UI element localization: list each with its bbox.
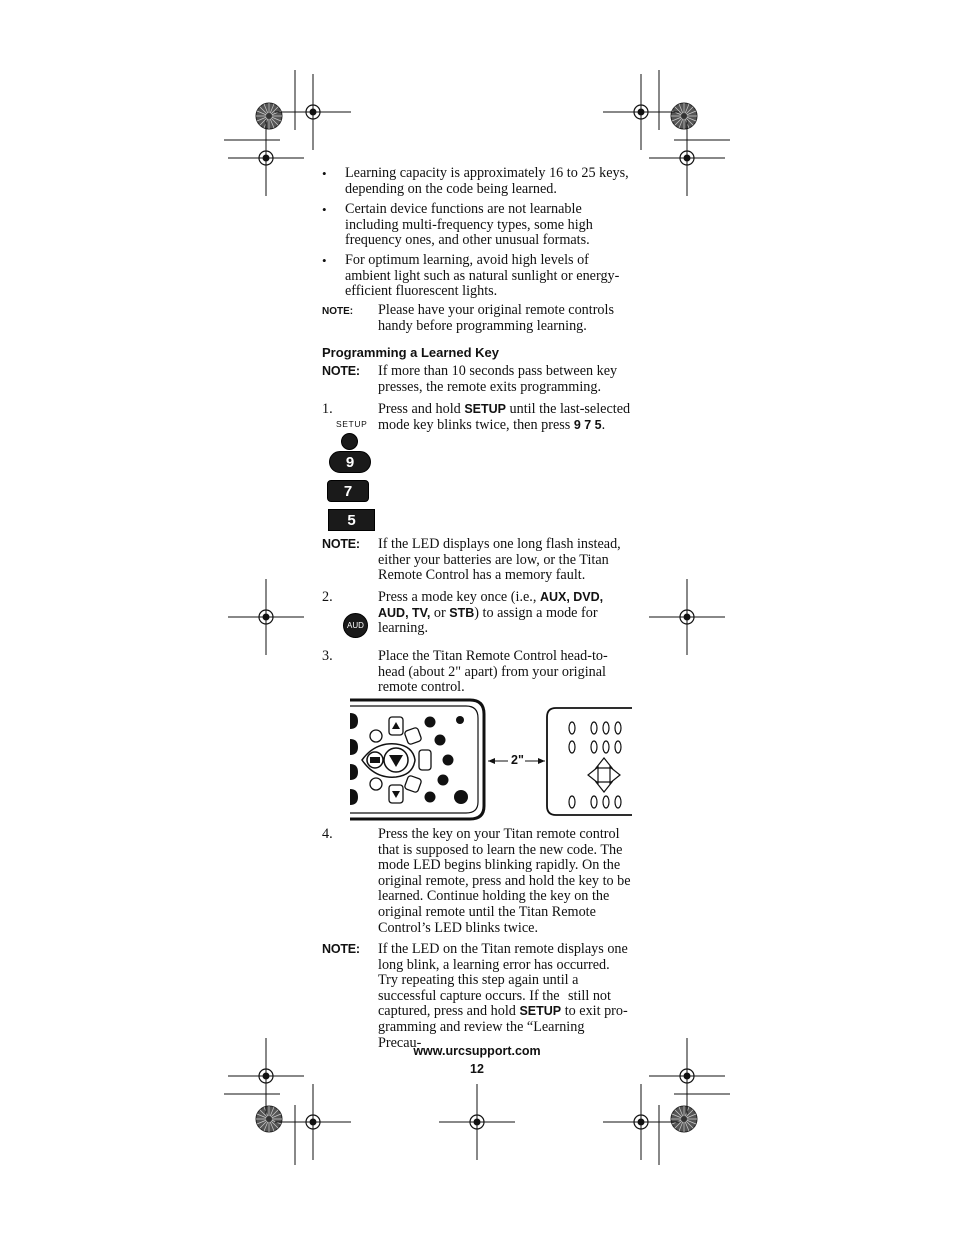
note-text: If the LED displays one long flash instead, either your batteries are low, or the Titan Remote Control has a memory fault. bbox=[378, 536, 621, 584]
key-7-icon: 7 bbox=[327, 480, 369, 502]
note-text: Please have your original remote controls handy before programming learning. bbox=[378, 302, 614, 334]
note-text: If the LED on the Titan remote displays one long blink, a learning error has occurred. Try repeating this step again until a successful capture occurs. If the still not captured, press and hold SETUP to exit pro-gramming and review the “Learning Precau- bbox=[378, 941, 628, 1051]
registration-target bbox=[649, 1038, 725, 1114]
step-text: Place the Titan Remote Control head-to-head (about 2" apart) from your original remote control. bbox=[378, 648, 608, 696]
footer-url: www.urcsupport.com bbox=[413, 1044, 541, 1058]
registration-target bbox=[228, 1038, 304, 1114]
registration-target bbox=[228, 579, 304, 655]
note-label: NOTE: bbox=[322, 942, 360, 956]
stb-key-text: STB bbox=[449, 605, 475, 620]
setup-key-label: SETUP bbox=[336, 419, 368, 429]
registration-target bbox=[275, 74, 351, 150]
starburst-mark-top-left bbox=[256, 103, 282, 129]
note-label: NOTE: bbox=[322, 306, 354, 317]
bullet-item: • Learning capacity is approximately 16 to 25 keys, depending on the code being learned. bbox=[322, 166, 632, 198]
starburst-mark-bottom-left bbox=[256, 1106, 282, 1132]
step-text: Press a mode key once (i.e., AUX, DVD, AUD, TV, or STB) to assign a mode for learning. bbox=[378, 589, 604, 637]
step-number: 2. bbox=[322, 589, 333, 605]
bullet-item: • Certain device functions are not learnable including multi-frequency types, some high frequency ones, and other unusual formats. bbox=[322, 202, 632, 250]
bullet-text: Certain device functions are not learnable including multi-frequency types, some high frequency ones, and other unusual formats. bbox=[345, 201, 593, 249]
note-label: NOTE: bbox=[322, 537, 360, 551]
registration-target bbox=[439, 1084, 515, 1160]
page-number: 12 bbox=[470, 1062, 484, 1076]
note-text: If more than 10 seconds pass between key presses, the remote exits programming. bbox=[378, 363, 618, 395]
distance-label: 2" bbox=[511, 753, 524, 767]
starburst-mark-top-right bbox=[671, 103, 697, 129]
step-text: Press and hold SETUP until the last-selected mode key blinks twice, then press 9 7 5. bbox=[378, 401, 631, 433]
aud-button-icon: AUD bbox=[343, 613, 368, 638]
bullet-text: Learning capacity is approximately 16 to 25 keys, depending on the code being learned. bbox=[345, 165, 629, 197]
key-9-icon: 9 bbox=[329, 451, 371, 473]
step-text: Press the key on your Titan remote control that is supposed to learn the new code. The mode LED begins blinking rapidly. On the original remote, press and hold the key to be learned. Continue holding the key on the original remote until the Titan Remote Control’s LED blinks twice. bbox=[378, 826, 631, 936]
note-text-gap: still not bbox=[568, 987, 611, 1004]
note-label: NOTE: bbox=[322, 364, 360, 378]
registration-target bbox=[649, 579, 725, 655]
setup-button-icon bbox=[341, 433, 358, 450]
setup-key-text: SETUP bbox=[519, 1004, 562, 1019]
registration-target bbox=[603, 1084, 679, 1160]
step-number: 1. bbox=[322, 401, 333, 417]
registration-target bbox=[228, 120, 304, 196]
bullet-text: For optimum learning, avoid high levels of ambient light such as natural sunlight or energy-efficient fluorescent lights. bbox=[345, 252, 620, 300]
setup-key-text: SETUP bbox=[464, 402, 506, 416]
section-heading: Programming a Learned Key bbox=[322, 345, 499, 360]
key-5-icon: 5 bbox=[328, 509, 375, 531]
step-number: 4. bbox=[322, 826, 333, 842]
key-sequence-text: 9 7 5 bbox=[573, 417, 602, 432]
registration-target bbox=[275, 1084, 351, 1160]
registration-target bbox=[603, 74, 679, 150]
step-number: 3. bbox=[322, 648, 333, 664]
registration-target bbox=[649, 120, 725, 196]
bullet-item: • For optimum learning, avoid high levels of ambient light such as natural sunlight or energy-efficient fluorescent lights. bbox=[322, 253, 632, 301]
starburst-mark-bottom-right bbox=[671, 1106, 697, 1132]
mode-keys-text: AUX, DVD, AUD, TV, bbox=[378, 590, 604, 620]
